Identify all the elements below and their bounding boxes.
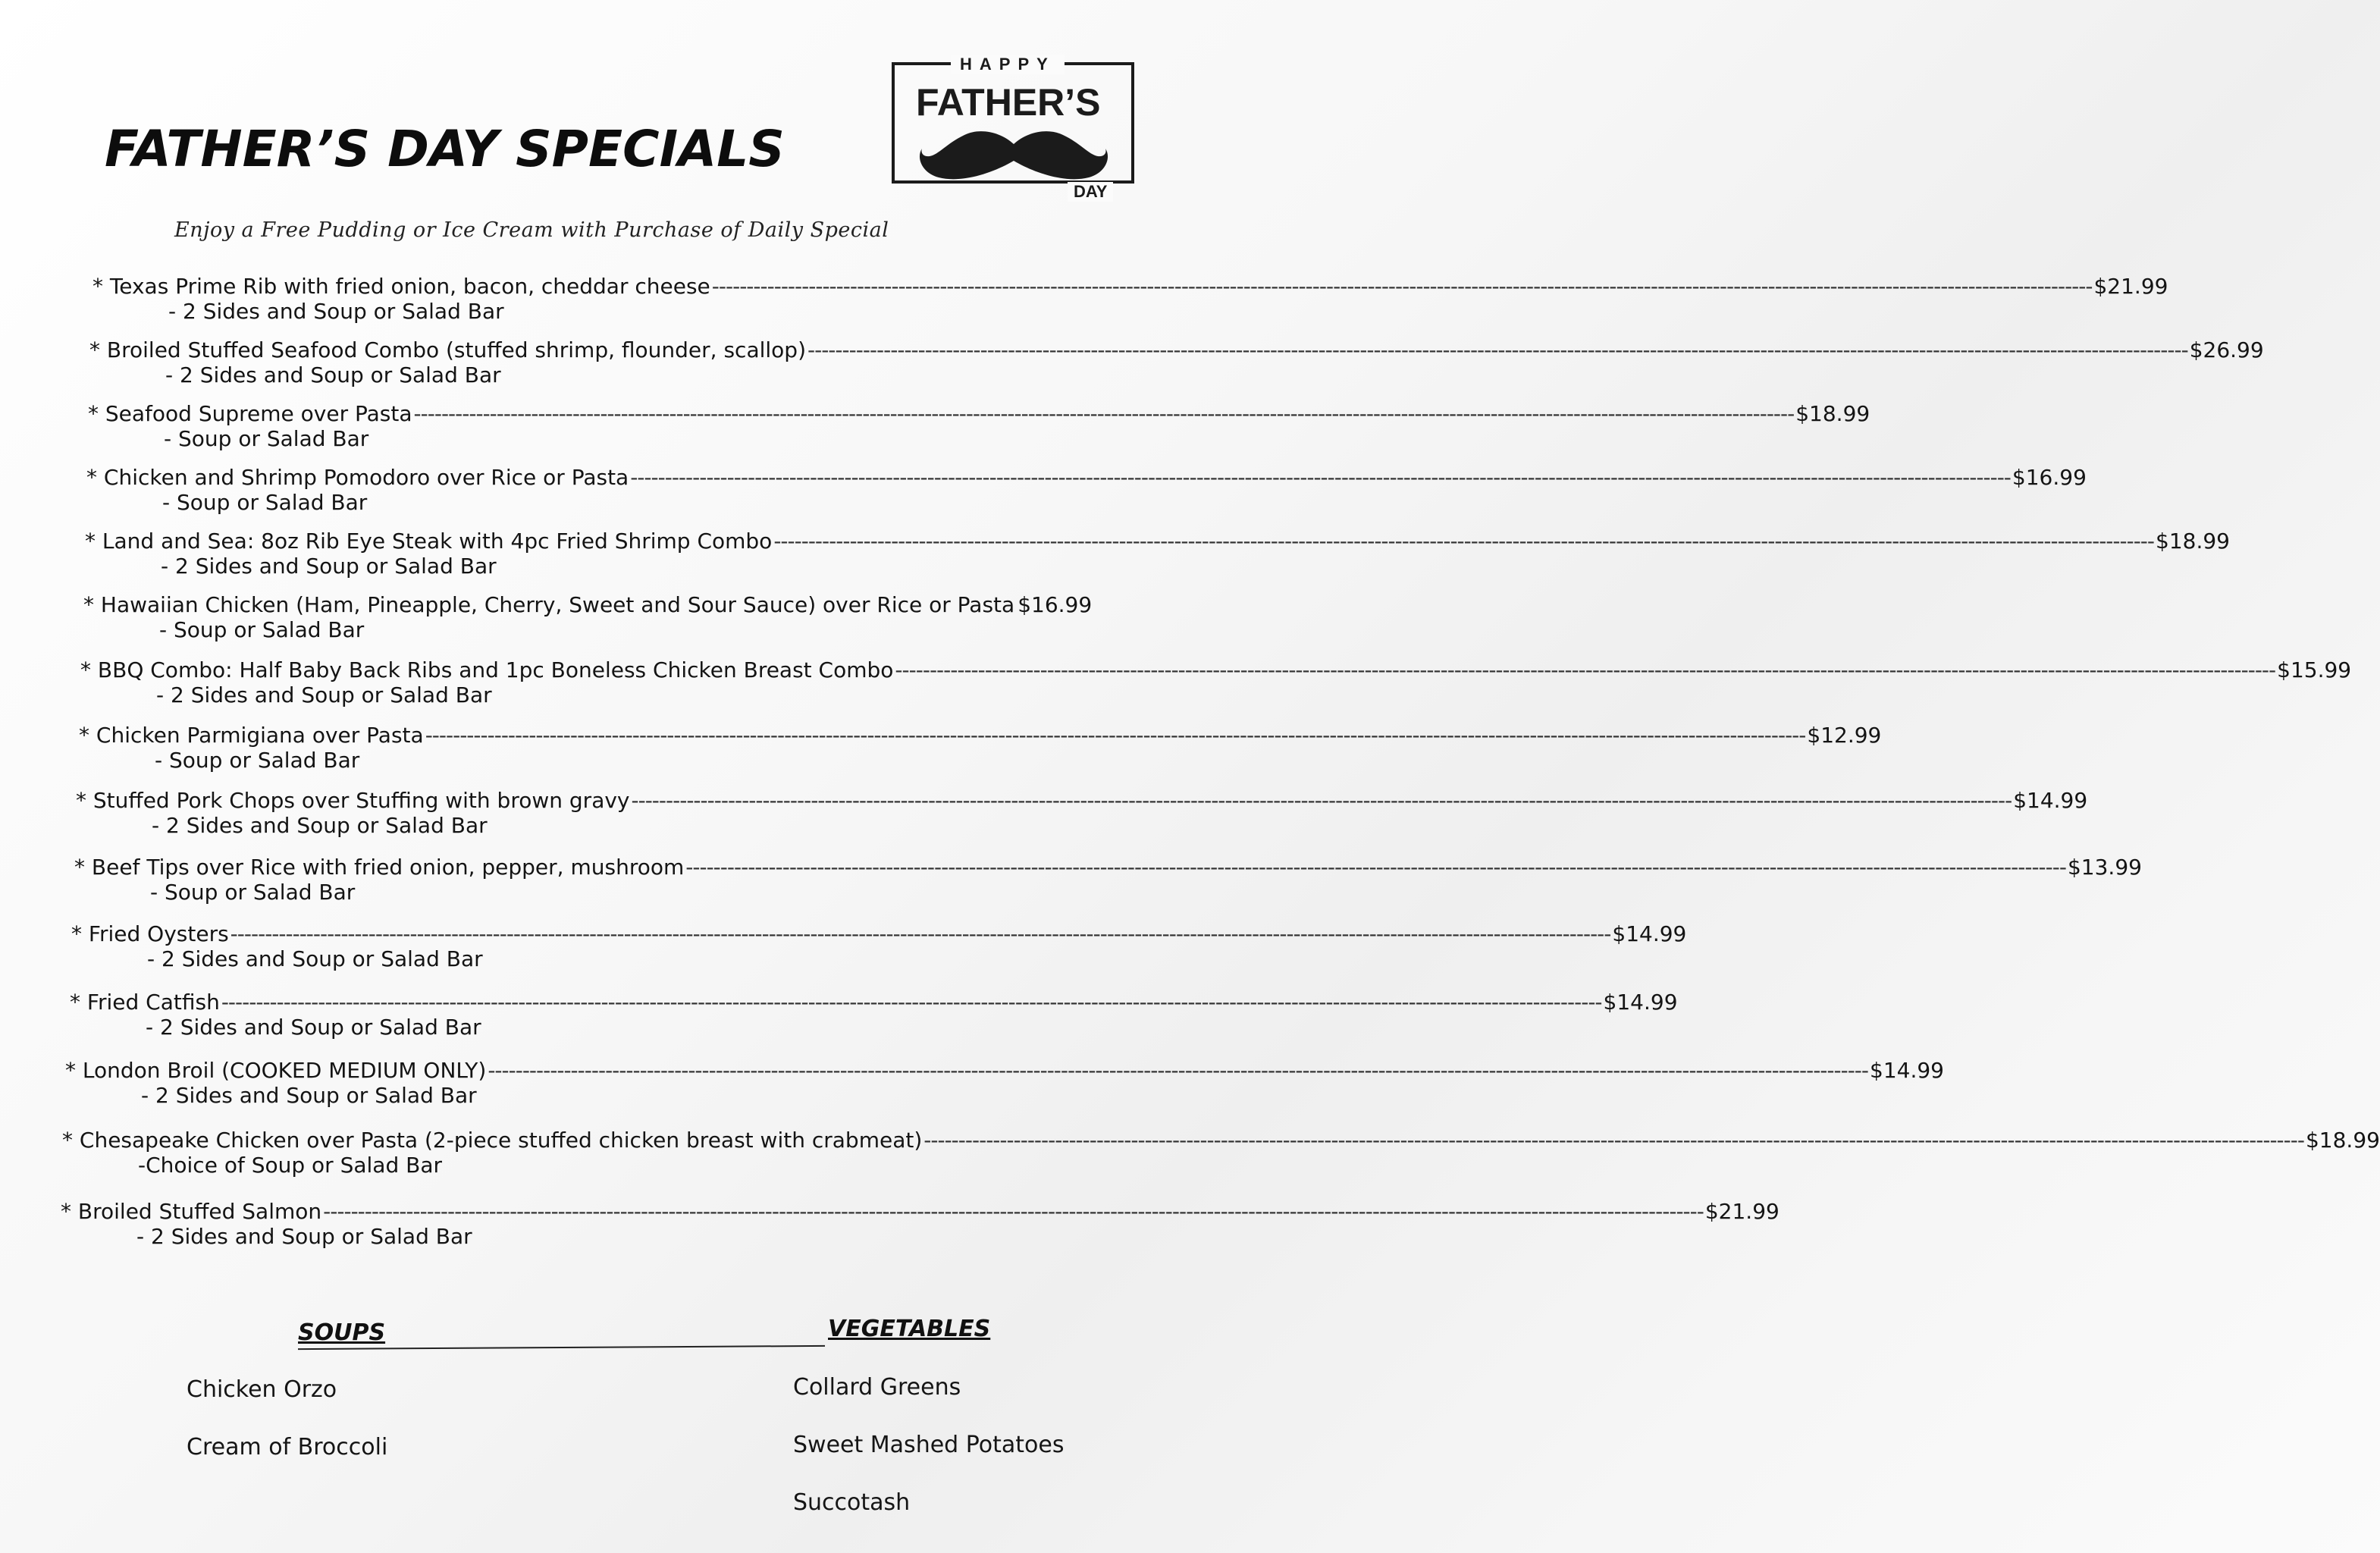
special-name: * Texas Prime Rib with fried onion, bacon, cheddar cheese [93, 274, 710, 299]
special-sides: - 2 Sides and Soup or Salad Bar [165, 362, 501, 387]
special-item [86, 458, 2087, 522]
page-title: FATHER’S DAY SPECIALS [105, 120, 785, 178]
special-sides: - Soup or Salad Bar [155, 748, 360, 773]
dotted-leader: -------------------------------------------------------------------------------------------------------------------------------------------------------------------------------------------------------- [895, 657, 2276, 682]
dotted-leader: -------------------------------------------------------------------------------------------------------------------------------------------------------------------------------------------------------- [685, 855, 2066, 880]
vegetable-item: Collard Greens [793, 1374, 961, 1401]
special-item [65, 1051, 1944, 1115]
special-sides: - 2 Sides and Soup or Salad Bar [168, 299, 504, 324]
dotted-leader: -------------------------------------------------------------------------------------------------------------------------------------------------------------------------------------------------------- [425, 723, 1806, 748]
badge-fathers-text: FATHER’S [916, 81, 1101, 124]
special-name: * Hawaiian Chicken (Ham, Pineapple, Cherry, Sweet and Sour Sauce) over Rice or Pasta [83, 592, 1015, 617]
special-item [79, 716, 1882, 780]
special-item [70, 983, 1678, 1046]
special-name: * Fried Catfish [70, 990, 220, 1015]
special-name: * Chesapeake Chicken over Pasta (2-piece stuffed chicken breast with crabmeat) [62, 1128, 923, 1153]
special-name: * BBQ Combo: Half Baby Back Ribs and 1pc Boneless Chicken Breast Combo [80, 657, 894, 682]
special-price: $12.99 [1807, 723, 1882, 748]
dotted-leader: -------------------------------------------------------------------------------------------------------------------------------------------------------------------------------------------------------- [230, 921, 1611, 946]
special-item [88, 394, 1870, 458]
special-sides: - 2 Sides and Soup or Salad Bar [141, 1083, 477, 1108]
special-price: $14.99 [1612, 921, 1687, 946]
special-price: $26.99 [2189, 337, 2264, 362]
dotted-leader: -------------------------------------------------------------------------------------------------------------------------------------------------------------------------------------------------------- [711, 274, 2093, 299]
dotted-leader: -------------------------------------------------------------------------------------------------------------------------------------------------------------------------------------------------------- [221, 990, 1602, 1015]
special-line [76, 781, 2088, 813]
dotted-leader: -------------------------------------------------------------------------------------------------------------------------------------------------------------------------------------------------------- [323, 1199, 1704, 1224]
special-price: $18.99 [2156, 529, 2230, 554]
special-sides: - 2 Sides and Soup or Salad Bar [152, 813, 488, 838]
special-name: * Broiled Stuffed Seafood Combo (stuffed shrimp, flounder, scallop) [89, 337, 806, 362]
soup-item: Chicken Orzo [187, 1376, 337, 1403]
vegetable-item: Sweet Mashed Potatoes [793, 1432, 1065, 1458]
special-item [93, 267, 2168, 331]
special-price: $14.99 [2013, 788, 2088, 813]
special-line [93, 267, 2168, 299]
dotted-leader: -------------------------------------------------------------------------------------------------------------------------------------------------------------------------------------------------------- [488, 1058, 1869, 1083]
special-price: $16.99 [2012, 465, 2087, 490]
subtitle-promo: Enjoy a Free Pudding or Ice Cream with Purchase of Daily Special [174, 218, 889, 242]
vegetable-item: Succotash [793, 1489, 911, 1516]
special-line [85, 522, 2230, 554]
special-sides: - 2 Sides and Soup or Salad Bar [147, 946, 483, 971]
special-name: * Broiled Stuffed Salmon [61, 1199, 322, 1224]
special-line [80, 651, 2352, 682]
soup-item: Cream of Broccoli [187, 1434, 388, 1460]
special-sides: - Soup or Salad Bar [162, 490, 368, 515]
special-price: $13.99 [2067, 855, 2142, 880]
special-line [62, 1121, 2380, 1153]
special-sides: - 2 Sides and Soup or Salad Bar [136, 1224, 472, 1249]
special-price: $21.99 [1704, 1199, 1780, 1224]
special-item [74, 848, 2142, 911]
dotted-leader: -------------------------------------------------------------------------------------------------------------------------------------------------------------------------------------------------------- [923, 1128, 2304, 1153]
special-name: * Seafood Supreme over Pasta [88, 401, 412, 426]
vegetables-heading: VEGETABLES [828, 1316, 991, 1342]
special-item [62, 1121, 2380, 1184]
special-price: $21.99 [2093, 274, 2168, 299]
special-name: * Chicken and Shrimp Pomodoro over Rice or Pasta [86, 465, 629, 490]
special-line [74, 848, 2142, 880]
special-name: * Fried Oysters [71, 921, 229, 946]
special-item [85, 522, 2230, 585]
special-line [89, 331, 2264, 362]
special-price: $14.99 [1603, 990, 1678, 1015]
special-sides: - 2 Sides and Soup or Salad Bar [146, 1015, 481, 1040]
soups-heading: SOUPS [298, 1319, 386, 1346]
special-line [79, 716, 1882, 748]
special-name: * Beef Tips over Rice with fried onion, pepper, mushroom [74, 855, 685, 880]
dotted-leader: -------------------------------------------------------------------------------------------------------------------------------------------------------------------------------------------------------- [413, 401, 1795, 426]
dotted-leader: -------------------------------------------------------------------------------------------------------------------------------------------------------------------------------------------------------- [630, 465, 2011, 490]
special-name: * Land and Sea: 8oz Rib Eye Steak with 4pc Fried Shrimp Combo [85, 529, 773, 554]
special-item [83, 585, 1093, 649]
dotted-leader: -------------------------------------------------------------------------------------------------------------------------------------------------------------------------------------------------------- [807, 337, 2188, 362]
special-name: * Stuffed Pork Chops over Stuffing with brown gravy [76, 788, 630, 813]
special-price: $15.99 [2277, 657, 2352, 682]
special-price: $16.99 [1018, 592, 1093, 617]
special-sides: - Soup or Salad Bar [164, 426, 369, 451]
special-item [61, 1192, 1780, 1256]
special-item [71, 915, 1687, 978]
special-line [88, 394, 1870, 426]
special-name: * Chicken Parmigiana over Pasta [79, 723, 424, 748]
special-item [80, 651, 2352, 714]
special-line [70, 983, 1678, 1015]
special-sides: - 2 Sides and Soup or Salad Bar [156, 682, 492, 707]
special-price: $18.99 [2305, 1128, 2380, 1153]
special-item [89, 331, 2264, 394]
dotted-leader: -------------------------------------------------------------------------------------------------------------------------------------------------------------------------------------------------------- [631, 788, 2012, 813]
mustache-icon [919, 127, 1108, 187]
special-sides: - Soup or Salad Bar [150, 880, 356, 905]
special-line [61, 1192, 1780, 1224]
special-sides: - 2 Sides and Soup or Salad Bar [161, 554, 497, 579]
special-line [83, 585, 1093, 617]
dotted-leader: -------------------------------------------------------------------------------------------------------------------------------------------------------------------------------------------------------- [773, 529, 2155, 554]
happy-fathers-day-badge [892, 55, 1139, 203]
badge-day-text: DAY [1068, 182, 1113, 202]
badge-happy-text: HAPPY [951, 55, 1065, 74]
special-price: $14.99 [1870, 1058, 1944, 1083]
special-price: $18.99 [1795, 401, 1870, 426]
special-sides: -Choice of Soup or Salad Bar [138, 1153, 443, 1178]
special-line [71, 915, 1687, 946]
special-line [86, 458, 2087, 490]
special-name: * London Broil (COOKED MEDIUM ONLY) [65, 1058, 487, 1083]
special-item [76, 781, 2088, 845]
special-sides: - Soup or Salad Bar [159, 617, 365, 642]
special-line [65, 1051, 1944, 1083]
